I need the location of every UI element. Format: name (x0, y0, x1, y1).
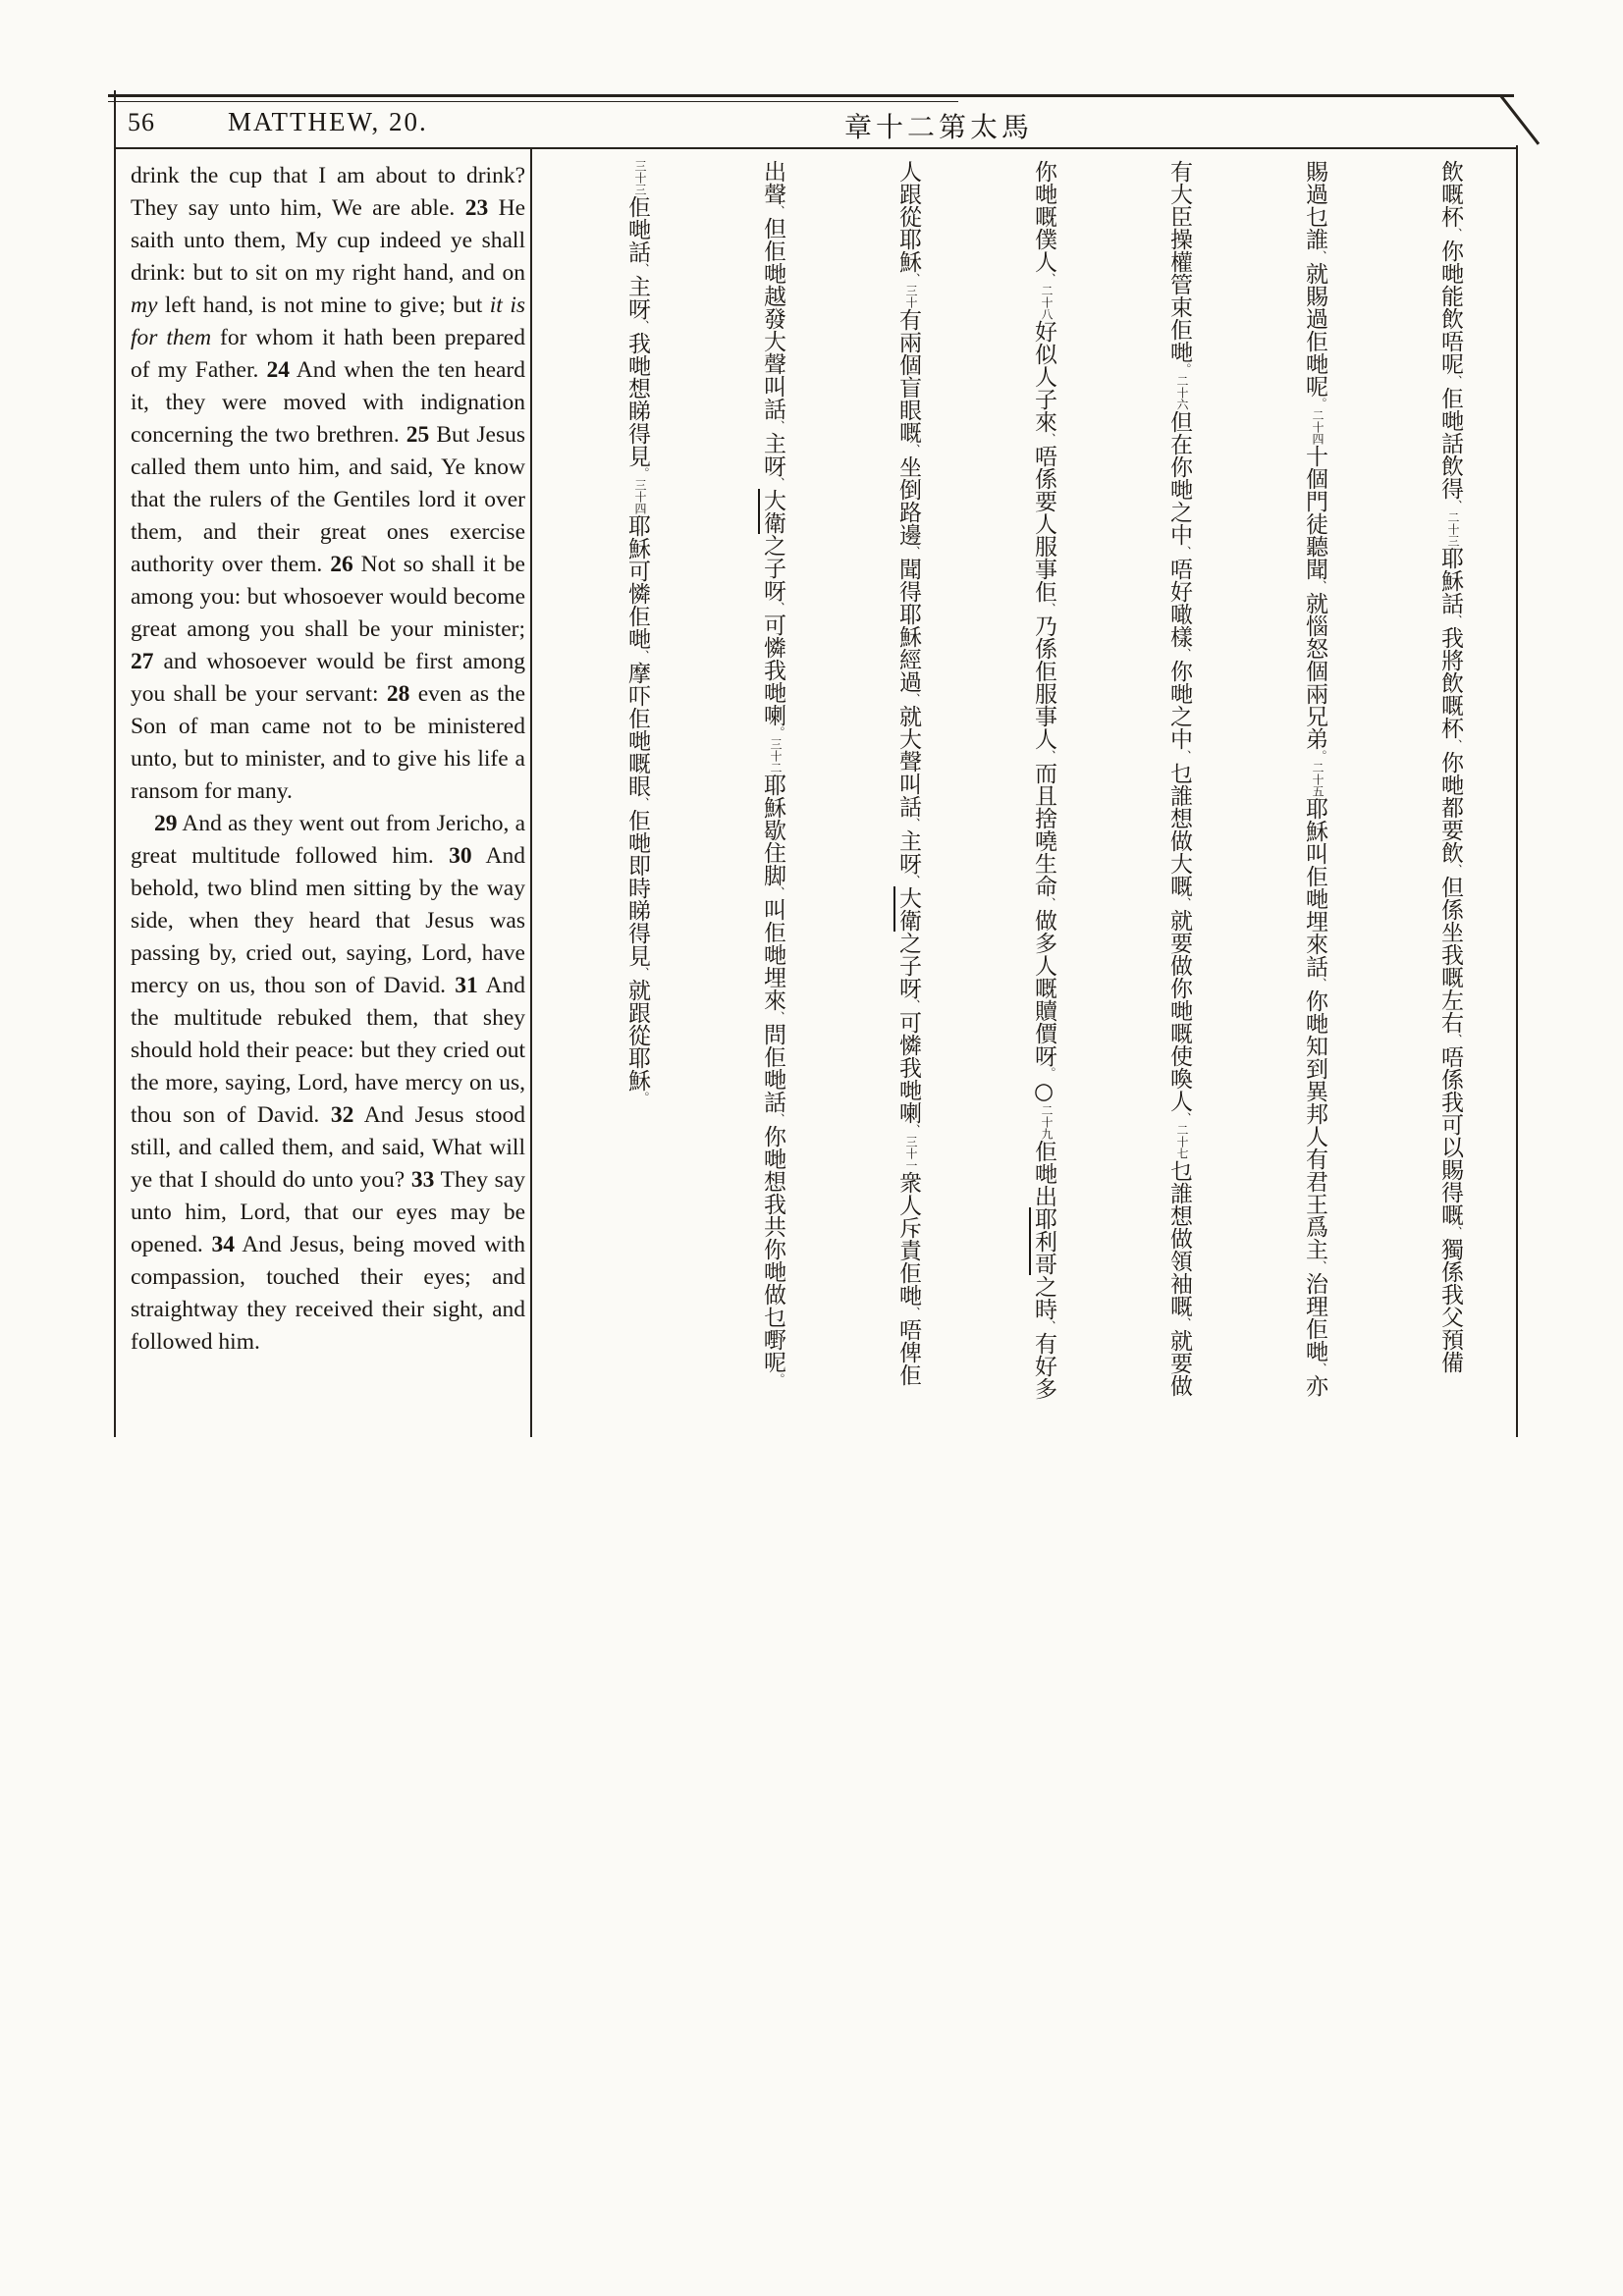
verse-text: 叫佢哋埋來 (760, 898, 785, 1011)
verse-text: 你哋能飲唔呢 (1437, 240, 1463, 375)
verse-text: ○ (1031, 1079, 1056, 1104)
verse-number-marker: 二十四 (1311, 409, 1325, 445)
punctuation-mark: 、 (1449, 375, 1463, 387)
verse-text: 乃係佢服事人 (1031, 614, 1056, 750)
verse-text: left hand, is not mine to give; but (157, 293, 490, 318)
verse-number-marker: 二十五 (1311, 762, 1325, 797)
verse-number: 30 (449, 843, 472, 869)
verse-text: 衆人斥責佢哋 (895, 1171, 921, 1307)
punctuation-mark: 、 (1178, 546, 1192, 558)
verse-text: 就大聲叫話 (895, 705, 921, 818)
verse-text: 耶穌叫佢哋埋來話 (1302, 797, 1327, 978)
verse-number-marker: 二十六 (1175, 375, 1189, 410)
verse-text: 獨係我父預備 (1437, 1238, 1463, 1373)
verse-text: drink the cup that I am about to drink? They say unto him, We are able. (131, 163, 525, 221)
verse-text: 賜過乜誰 (1302, 160, 1327, 250)
verse-number: 25 (406, 422, 430, 448)
verse-text: 有兩個盲眼嘅 (895, 308, 921, 444)
verse-number-marker: 二十七 (1175, 1124, 1189, 1159)
punctuation-mark: 、 (1314, 1260, 1327, 1272)
verse-text: But Jesus called them unto him, and said, Ye know that the rulers of the Gentiles lord it over them, and their great ones exercise authority over them. (131, 422, 525, 577)
punctuation-mark: 、 (772, 420, 785, 432)
punctuation-mark: 。 (1043, 1067, 1056, 1079)
punctuation-mark: 、 (1043, 273, 1056, 285)
punctuation-mark: 、 (1043, 750, 1056, 762)
punctuation-mark: 、 (636, 650, 650, 662)
verse-text: 聞得耶穌經過 (895, 558, 921, 693)
running-head-english: MATTHEW, 20. (228, 107, 428, 136)
verse-number-marker: 三十一 (904, 1136, 918, 1171)
verse-text: And the multitude rebuked them, that shey should hold their peace: but they cried out the more, saying, Lord, have mercy on us, thou son of David. (131, 973, 525, 1128)
proper-name (1029, 1207, 1056, 1275)
verse-text: 唔係要人服事佢 (1031, 445, 1056, 603)
punctuation-mark: 、 (1043, 433, 1056, 445)
verse-text: 而且捨嘵生命 (1031, 762, 1056, 897)
punctuation-mark: 。 (772, 1373, 785, 1385)
verse-text: 我哋想睇得見 (624, 332, 650, 467)
punctuation-mark: 、 (907, 818, 921, 829)
punctuation-mark: 、 (1178, 750, 1192, 762)
verse-number-marker: 三十三 (633, 160, 647, 195)
verse-number: 28 (386, 681, 410, 707)
verse-number: 31 (455, 973, 478, 998)
verse-text: 好似人子來 (1031, 320, 1056, 433)
verse-number-marker: 三十 (904, 285, 918, 308)
verse-text: 做多人嘅贖價呀 (1031, 909, 1056, 1067)
verse-number: 33 (410, 1167, 435, 1193)
punctuation-mark: 、 (636, 797, 650, 809)
verse-text: 佢哋話 (624, 195, 650, 263)
punctuation-mark: 、 (1449, 1226, 1463, 1238)
punctuation-mark: 、 (1314, 1362, 1327, 1374)
verse-text: 問佢哋話 (760, 1023, 785, 1113)
verse-text: 治理佢哋 (1302, 1272, 1327, 1362)
left-border (114, 90, 116, 1437)
punctuation-mark: 、 (1449, 739, 1463, 751)
punctuation-mark: 、 (1314, 580, 1327, 592)
verse-text: 我將飲嘅杯 (1437, 626, 1463, 739)
punctuation-mark: 、 (1043, 897, 1056, 909)
verse-text: for whom it hath been prepared of my Father. (131, 325, 525, 383)
verse-text: 摩吓佢哋嘅眼 (624, 662, 650, 797)
verse-text: 耶利哥 (1031, 1207, 1056, 1275)
verse-text: 人跟從耶穌 (895, 160, 921, 273)
punctuation-mark: 、 (1043, 1320, 1056, 1332)
verse-text: 你哋之中 (1166, 660, 1192, 750)
punctuation-mark: 、 (907, 1124, 921, 1136)
corner-flourish (1500, 95, 1541, 145)
verse-text: 有好多 (1031, 1332, 1056, 1400)
verse-number-marker: 三十二 (769, 738, 783, 774)
verse-number: 32 (330, 1102, 354, 1128)
verse-text: and whosoever would be first among you shall be your servant: (131, 649, 525, 707)
verse-text: 主呀 (895, 829, 921, 875)
chinese-column (893, 160, 923, 1431)
chinese-column (758, 160, 787, 1431)
verse-number: 34 (211, 1232, 235, 1257)
verse-text: 乜誰想做大嘅 (1166, 762, 1192, 897)
verse-text: 但係坐我嘅左右 (1437, 876, 1463, 1034)
chinese-column (1029, 160, 1058, 1431)
running-head-chinese: 章十二第太馬 (844, 111, 1034, 143)
punctuation-mark: 、 (772, 205, 785, 217)
punctuation-mark: 。 (636, 1092, 650, 1103)
proper-name (893, 886, 921, 932)
punctuation-mark: 。 (1314, 398, 1327, 409)
punctuation-mark: 、 (772, 886, 785, 898)
punctuation-mark: 、 (1449, 1034, 1463, 1045)
verse-text: 耶穌可憐佢哋 (624, 514, 650, 650)
italic-text: my (131, 293, 158, 318)
punctuation-mark: 、 (1449, 864, 1463, 876)
verse-text: 飲嘅杯 (1437, 160, 1463, 228)
page-number: 56 (128, 108, 155, 136)
verse-text: And when the ten heard it, they were moved with indignation concerning the two brethren. (131, 357, 526, 448)
verse-text: 就跟從耶穌 (624, 979, 650, 1092)
verse-text: 主呀 (624, 275, 650, 320)
verse-text: 佢哋即時睇得見 (624, 809, 650, 967)
verse-text: 之時 (1031, 1275, 1056, 1320)
punctuation-mark: 、 (1449, 614, 1463, 626)
verse-text: 耶穌歇住脚 (760, 774, 785, 886)
chinese-column (1164, 160, 1194, 1431)
punctuation-mark: 、 (772, 602, 785, 614)
punctuation-mark: 、 (1178, 1317, 1192, 1329)
top-rule (108, 94, 1514, 97)
punctuation-mark: 、 (1178, 648, 1192, 660)
verse-number-marker: 二十八 (1040, 285, 1054, 320)
verse-text: And behold, two blind men sitting by the way side, when they heard that Jesus was passing by, cried out, saying, Lord, have mercy on us, thou son of David. (131, 843, 525, 998)
punctuation-mark: 。 (636, 467, 650, 479)
punctuation-mark: 、 (1449, 500, 1463, 511)
verse-number: 24 (266, 357, 290, 383)
verse-text: 主呀 (760, 432, 785, 477)
verse-text: 耶穌話 (1437, 547, 1463, 614)
verse-number: 26 (330, 552, 353, 577)
punctuation-mark: 、 (1314, 250, 1327, 262)
verse-text: 佢哋話飲得 (1437, 387, 1463, 500)
verse-text: 可憐我哋喇 (895, 1011, 921, 1124)
verse-text: 唔好噉樣 (1166, 558, 1192, 648)
punctuation-mark: 、 (907, 273, 921, 285)
verse-number: 23 (464, 195, 489, 221)
verse-text: 乜誰想做領袖嘅 (1166, 1159, 1192, 1317)
verse-text: 但佢哋越發大聲叫話 (760, 217, 785, 420)
punctuation-mark: 、 (907, 1307, 921, 1318)
punctuation-mark: 、 (636, 320, 650, 332)
punctuation-mark: 、 (636, 967, 650, 979)
punctuation-mark: 、 (772, 477, 785, 489)
verse-text: 你哋都要飲 (1437, 751, 1463, 864)
punctuation-mark: 、 (772, 1011, 785, 1023)
verse-text: 可憐我哋喇 (760, 614, 785, 726)
column-divider (530, 149, 532, 1437)
verse-text: 之子呀 (760, 534, 785, 602)
verse-text: And Jesus, being moved with compassion, touched their eyes; and straightway they received their sight, and followed him. (131, 1232, 525, 1355)
verse-text: 就賜過佢哋呢 (1302, 262, 1327, 398)
verse-text: He saith unto them, My cup indeed ye shall drink: but to sit on my right hand, and on (131, 195, 525, 286)
verse-text: Not so shall it be among you: but whosoever would become great among you shall be your minister; (131, 552, 525, 642)
verse-number-marker: 二十三 (1446, 511, 1460, 547)
punctuation-mark: 、 (907, 693, 921, 705)
verse-text: 佢哋出 (1031, 1140, 1056, 1207)
paragraph (131, 808, 525, 1359)
punctuation-mark: 、 (1449, 228, 1463, 240)
verse-text: 就要做 (1166, 1329, 1192, 1397)
chinese-column (622, 160, 652, 1431)
verse-text: They say unto him, Lord, that our eyes may be opened. (131, 1167, 525, 1257)
chinese-column (1435, 160, 1465, 1431)
paragraph (131, 160, 525, 808)
right-border (1516, 145, 1518, 1437)
chinese-column-area (546, 160, 1512, 1431)
punctuation-mark: 、 (907, 444, 921, 455)
verse-text: 出聲 (760, 160, 785, 205)
punctuation-mark: 、 (907, 546, 921, 558)
verse-number: 27 (131, 649, 154, 674)
punctuation-mark: 。 (1314, 750, 1327, 762)
verse-text: 唔係我可以賜得嘅 (1437, 1045, 1463, 1226)
punctuation-mark: 、 (1314, 978, 1327, 989)
verse-number: 29 (154, 811, 178, 836)
verse-text: 你哋想我共你哋做乜嘢呢 (760, 1125, 785, 1373)
punctuation-mark: 、 (636, 263, 650, 275)
verse-text: 就惱怒個兩兄弟 (1302, 592, 1327, 750)
italic-text: it is for them (131, 293, 525, 350)
chinese-column (1300, 160, 1329, 1431)
verse-text: 大衛 (760, 489, 785, 534)
punctuation-mark: 、 (1178, 1112, 1192, 1124)
verse-text: 十個門徒聽聞 (1302, 445, 1327, 580)
verse-text: And Jesus stood still, and called them, and said, What will ye that I should do unto you? (131, 1102, 525, 1193)
verse-text: And as they went out from Jericho, a great multitude followed him. (131, 811, 525, 869)
punctuation-mark: 、 (1043, 603, 1056, 614)
verse-text: 但在你哋之中 (1166, 410, 1192, 546)
verse-text: 就要做你哋嘅使喚人 (1166, 909, 1192, 1112)
punctuation-mark: 。 (1178, 363, 1192, 375)
punctuation-mark: 。 (772, 726, 785, 738)
verse-text: 大衛 (895, 886, 921, 932)
punctuation-mark: 、 (907, 875, 921, 886)
top-rule-thin (108, 101, 958, 102)
header-rule (114, 147, 1518, 149)
verse-text: 坐倒路邊 (895, 455, 921, 546)
punctuation-mark: 、 (772, 1113, 785, 1125)
verse-text: 你哋知到異邦人有君王爲主 (1302, 989, 1327, 1260)
verse-text: 你哋嘅僕人 (1031, 160, 1056, 273)
verse-number-marker: 二十九 (1040, 1104, 1054, 1140)
verse-text: 有大臣操權管束佢哋 (1166, 160, 1192, 363)
punctuation-mark: 、 (907, 999, 921, 1011)
verse-text: 唔俾佢 (895, 1318, 921, 1386)
verse-text: 之子呀 (895, 932, 921, 999)
verse-text: 亦 (1302, 1374, 1327, 1397)
proper-name (758, 489, 785, 534)
english-column (131, 160, 525, 1359)
punctuation-mark: 、 (1178, 897, 1192, 909)
verse-text: even as the Son of man came not to be ministered unto, but to minister, and to give his life a ransom for many. (131, 681, 525, 804)
verse-number-marker: 三十四 (633, 479, 647, 514)
